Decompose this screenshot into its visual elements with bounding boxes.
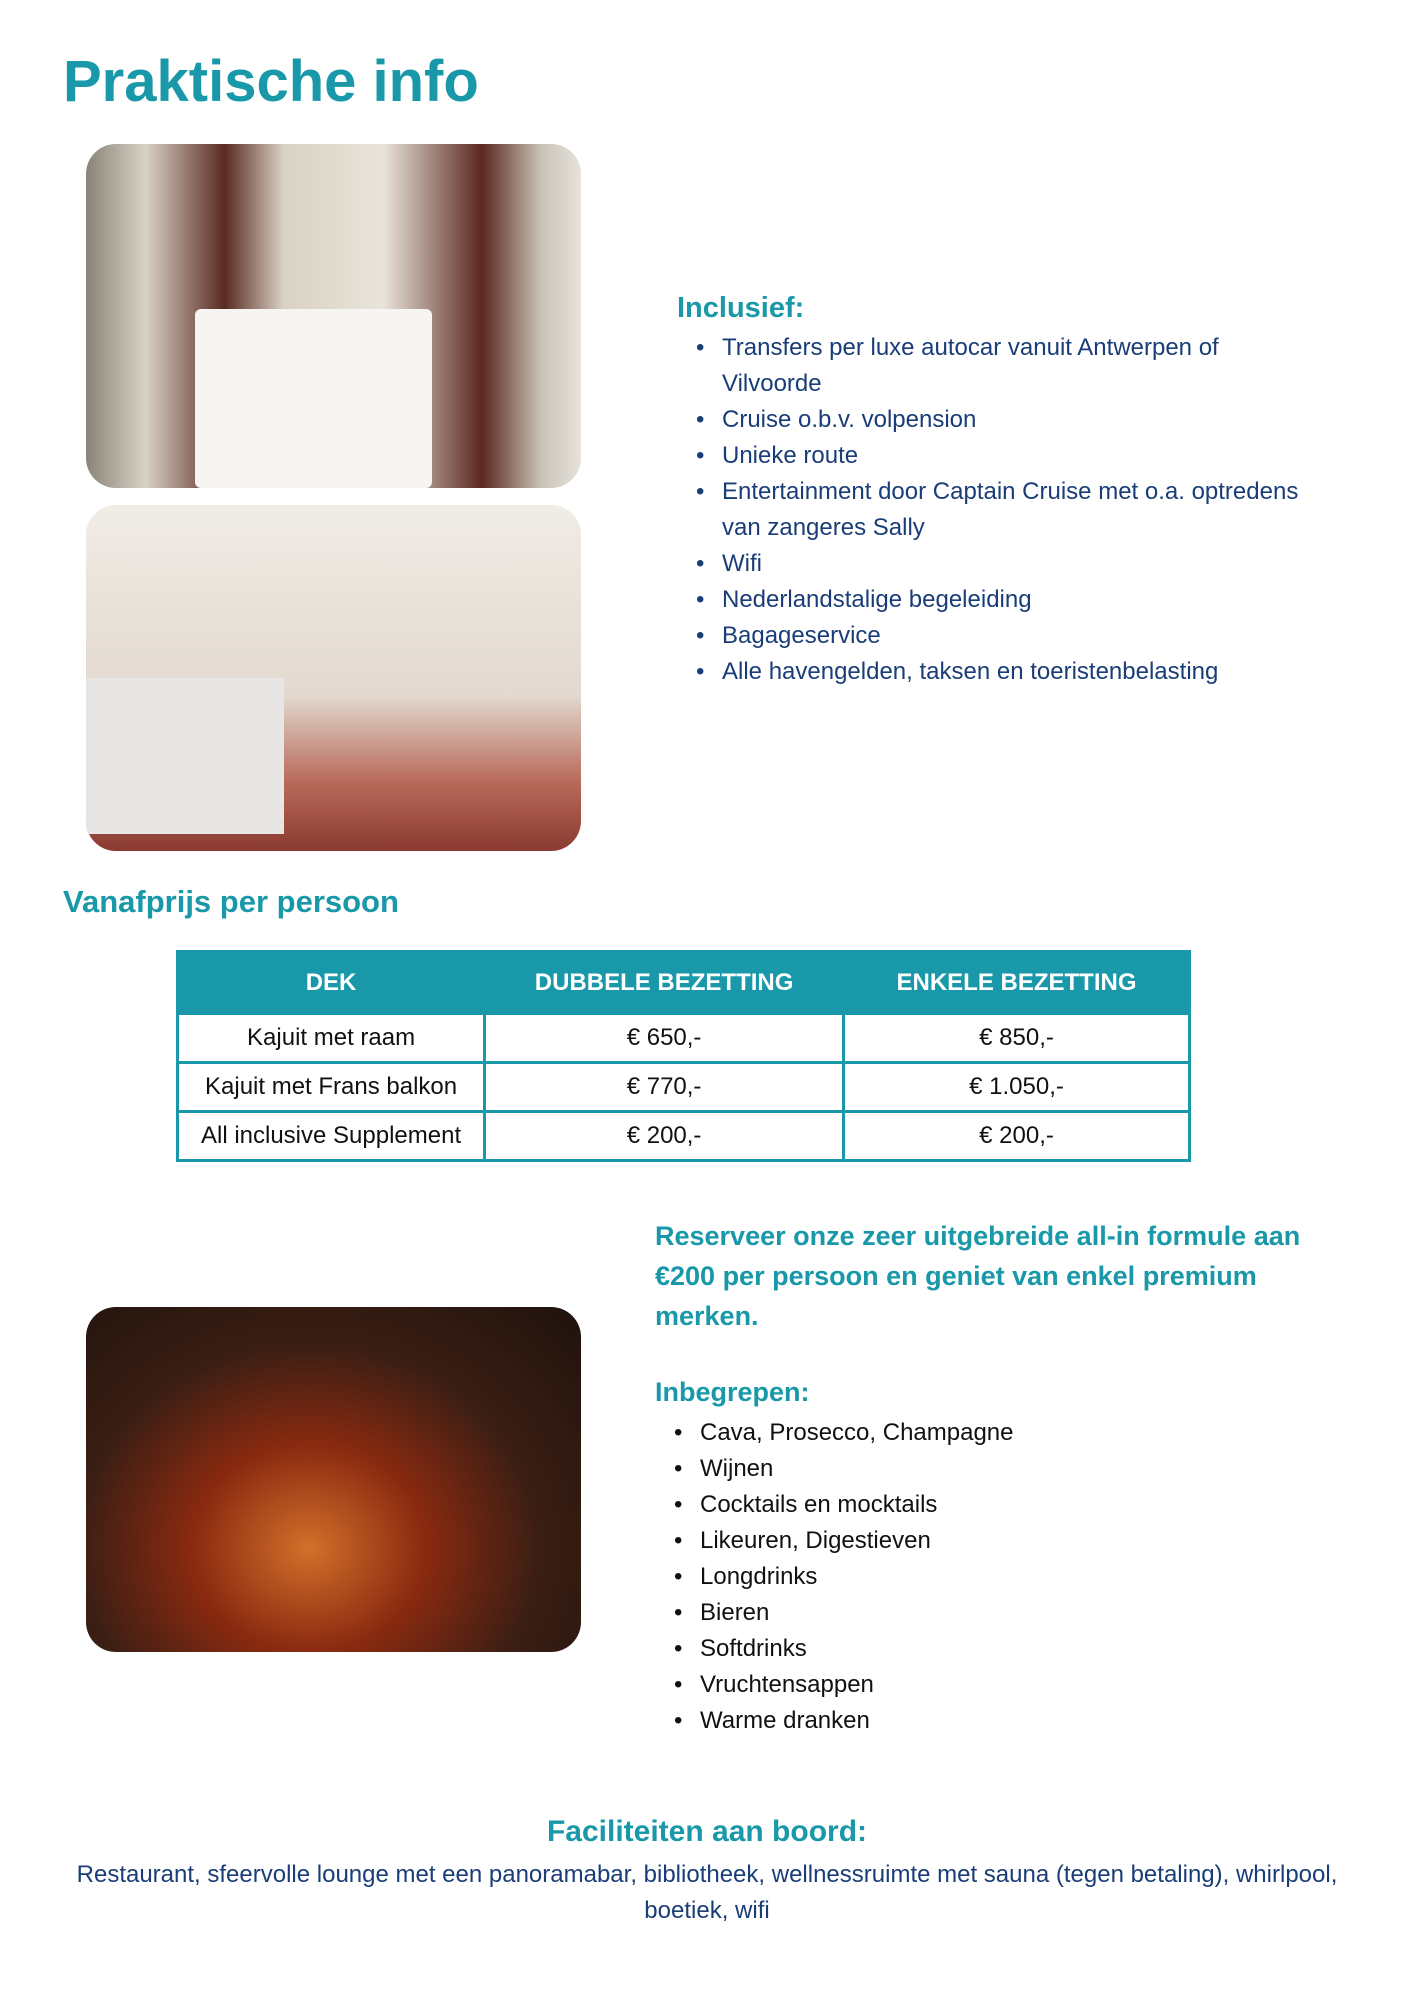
- inclusief-heading: Inclusief:: [677, 292, 805, 324]
- list-item: • Warme dranken: [700, 1703, 1200, 1739]
- table-cell: € 200,-: [485, 1112, 844, 1161]
- table-cell: Kajuit met raam: [178, 1014, 485, 1063]
- table-cell: All inclusive Supplement: [178, 1112, 485, 1161]
- table-header-row: [178, 952, 1190, 1014]
- column-header: DUBBELE BEZETTING: [485, 952, 844, 1014]
- list-item: • Cocktails en mocktails: [700, 1487, 1200, 1523]
- cabin-photo-window: [86, 144, 581, 488]
- list-item: • Unieke route: [722, 438, 1322, 474]
- column-header: DEK: [178, 952, 485, 1014]
- table-cell: € 200,-: [844, 1112, 1190, 1161]
- table-cell: € 650,-: [485, 1014, 844, 1063]
- inclusief-list: [722, 330, 1322, 690]
- facilities-heading: Faciliteiten aan boord:: [546, 1815, 868, 1848]
- list-item: • Entertainment door Captain Cruise met o.a. optredens van zangeres Sally: [722, 474, 1322, 546]
- pricing-heading: Vanafprijs per persoon: [63, 884, 399, 919]
- list-item: • Softdrinks: [700, 1631, 1200, 1667]
- pricing-table: [176, 950, 1191, 1162]
- table-cell: € 850,-: [844, 1014, 1190, 1063]
- list-item: • Wifi: [722, 546, 1322, 582]
- table-cell: € 770,-: [485, 1063, 844, 1112]
- table-row: [178, 1112, 1190, 1161]
- facilities-text: Restaurant, sfeervolle lounge met een panoramabar, bibliotheek, wellnessruimte met sauna (tegen betaling), whirlpool, boetiek, wifi: [76, 1861, 1338, 1924]
- inbegrepen-list: [700, 1415, 1200, 1739]
- list-item: • Bagageservice: [722, 618, 1322, 654]
- inbegrepen-heading: Inbegrepen:: [655, 1377, 810, 1407]
- list-item: • Cruise o.b.v. volpension: [722, 402, 1322, 438]
- table-row: [178, 1014, 1190, 1063]
- list-item: • Longdrinks: [700, 1559, 1200, 1595]
- list-item: • Cava, Prosecco, Champagne: [700, 1415, 1200, 1451]
- list-item: • Transfers per luxe autocar vanuit Antwerpen of Vilvoorde: [722, 330, 1322, 402]
- table-row: [178, 1063, 1190, 1112]
- page-title: Praktische info: [63, 49, 479, 114]
- list-item: • Nederlandstalige begeleiding: [722, 582, 1322, 618]
- drinks-bottles-photo: [86, 1307, 581, 1652]
- cabin-photo-room: [86, 505, 581, 851]
- table-cell: Kajuit met Frans balkon: [178, 1063, 485, 1112]
- column-header: ENKELE BEZETTING: [844, 952, 1190, 1014]
- list-item: • Alle havengelden, taksen en toeristenbelasting: [722, 654, 1322, 690]
- list-item: • Likeuren, Digestieven: [700, 1523, 1200, 1559]
- list-item: • Wijnen: [700, 1451, 1200, 1487]
- table-cell: € 1.050,-: [844, 1063, 1190, 1112]
- list-item: • Bieren: [700, 1595, 1200, 1631]
- list-item: • Vruchtensappen: [700, 1667, 1200, 1703]
- allin-promo-text: Reserveer onze zeer uitgebreide all-in formule aan €200 per persoon en geniet van enkel premium merken.: [655, 1221, 1301, 1331]
